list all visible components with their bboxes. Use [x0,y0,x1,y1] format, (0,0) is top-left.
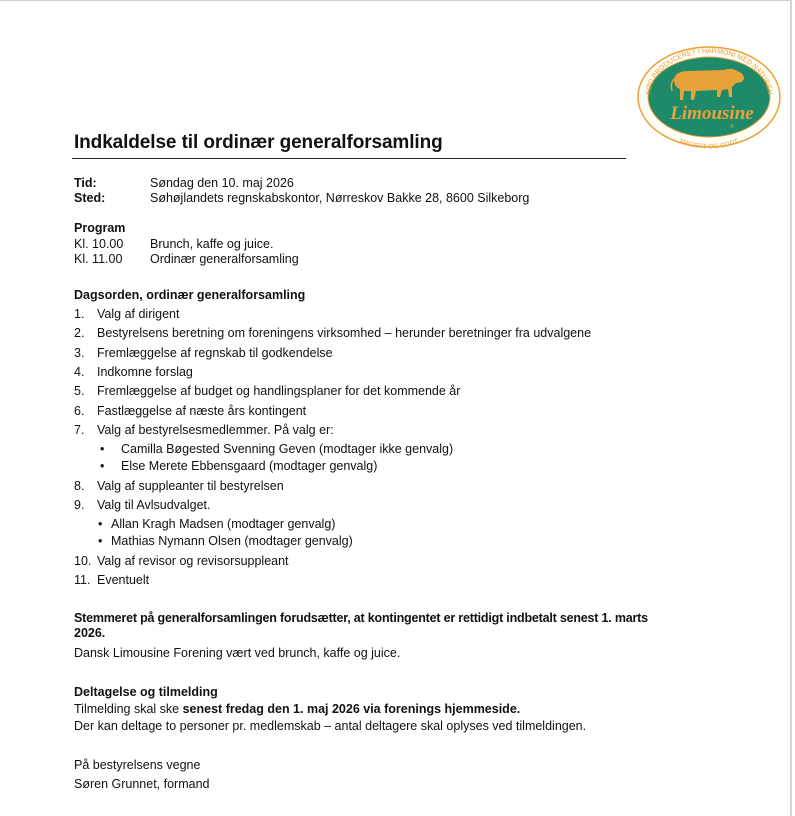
board-candidate: Camilla Bøgested Svenning Geven (modtager ikke genvalg) [121,442,454,456]
registration-heading: Deltagelse og tilmelding [74,685,218,699]
agenda-item: Eventuelt [97,573,150,587]
place-label: Sted: [74,191,106,205]
document-title: Indkaldelse til ordinær generalforsamling [74,132,443,153]
title-divider [72,158,626,159]
bullet-icon: • [98,534,103,548]
limousine-logo [636,45,782,149]
bullet-icon: • [98,517,103,531]
agenda-item-number: 5. [74,384,85,398]
agenda-item: Bestyrelsens beretning om foreningens virksomhed – herunder beretninger fra udvalgene [97,326,592,340]
logo-ring-text-bottom: MAGERT OG GODT [678,137,740,149]
agenda-item-number: 3. [74,346,85,360]
time-label: Tid: [74,176,97,190]
agenda-item-number: 8. [74,479,85,493]
agenda-item-number: 4. [74,365,85,379]
agenda-item: Valg af bestyrelsesmedlemmer. På valg er: [97,423,334,437]
agenda-item: Indkomne forslag [97,365,193,379]
agenda-item: Valg af suppleanter til bestyrelsen [97,479,284,493]
program-activity: Ordinær generalforsamling [150,252,299,266]
time-value: Søndag den 10. maj 2026 [150,176,294,190]
agenda-item-number: 6. [74,404,85,418]
agenda-item-number: 11. [74,573,91,587]
registration-participants: Der kan deltage to personer pr. medlemskab – antal deltagere skal oplyses ved tilmeldingen. [74,719,587,733]
logo-ring-text-top: KØD PRODUCERET I HARMONI MED NATUREN [645,47,773,96]
place-value: Søhøjlandets regnskabskontor, Nørreskov Bakke 28, 8600 Silkeborg [150,191,530,205]
agenda-item: Fremlæggelse af budget og handlingsplaner for det kommende år [97,384,461,398]
breeding-candidate: Mathias Nymann Olsen (modtager genvalg) [111,534,353,548]
registration-deadline [74,702,520,717]
agenda-item: Fastlæggelse af næste års kontingent [97,404,307,418]
bullet-icon: • [100,442,105,456]
board-candidate: Else Merete Ebbensgaard (modtager genvalg) [121,459,378,473]
agenda-item: Valg til Avlsudvalget. [97,498,211,512]
agenda-item: Valg af revisor og revisorsuppleant [97,554,289,568]
agenda-item-number: 9. [74,498,85,512]
logo-brand-text: Limousine [670,103,754,124]
program-activity: Brunch, kaffe og juice. [150,237,274,251]
program-time: Kl. 11.00 [74,252,123,266]
agenda-item-number: 2. [74,326,85,340]
agenda-item: Fremlæggelse af regnskab til godkendelse [97,346,333,360]
signature-name: Søren Grunnet, formand [74,777,210,791]
registration-deadline-prefix: Tilmelding skal ske [74,702,183,716]
signature-on-behalf: På bestyrelsens vegne [74,758,201,772]
agenda-item-number: 7. [74,423,85,437]
bullet-icon: • [100,459,105,473]
agenda-heading: Dagsorden, ordinær generalforsamling [74,288,306,302]
logo-registered-mark: ® [730,124,734,130]
registration-deadline-bold: senest fredag den 1. maj 2026 via forenings hjemmeside. [182,702,521,716]
program-time: Kl. 10.00 [74,237,124,251]
host-note: Dansk Limousine Forening vært ved brunch, kaffe og juice. [74,646,401,660]
voting-requirement: Stemmeret på generalforsamlingen forudsætter, at kontingentet er rettidigt indbetalt senest 1. marts [74,611,648,625]
program-heading: Program [74,221,126,235]
voting-requirement-year: 2026. [74,626,106,640]
agenda-item-number: 10. [74,554,92,568]
agenda-item-number: 1. [74,307,85,321]
agenda-item: Valg af dirigent [97,307,180,321]
breeding-candidate: Allan Kragh Madsen (modtager genvalg) [111,517,336,531]
